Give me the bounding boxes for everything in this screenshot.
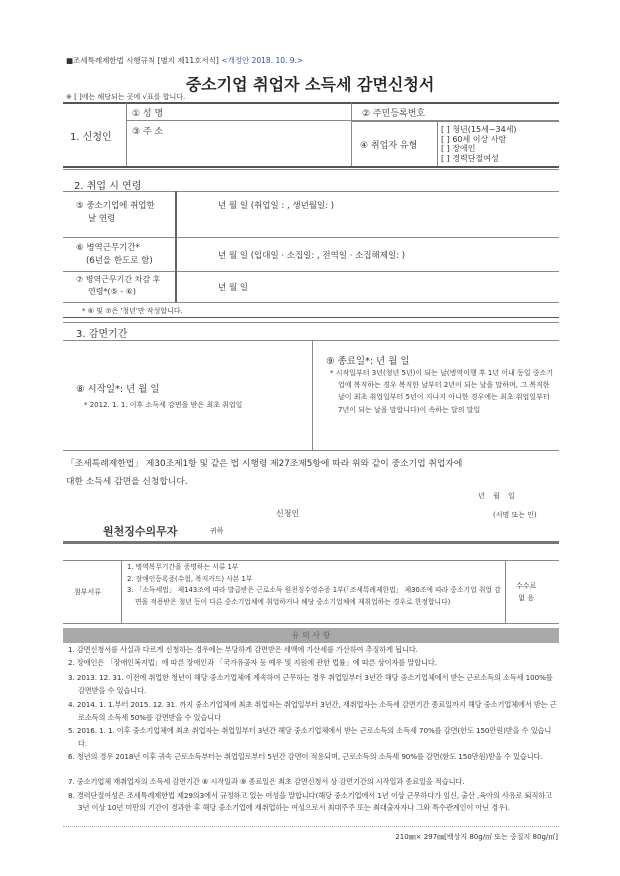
check-note: ※ [ ]에는 해당되는 곳에 √표를 합니다. [66, 93, 186, 101]
page-title: 중소기업 취업자 소득세 감면신청서 [185, 75, 435, 94]
applicant-label: 신청인 [276, 509, 300, 518]
note-item: 3. 2013. 12. 31. 이전에 취업한 청년이 해당 중소기업체에 계속하여 근무하는 경우 취업일부터 3년간 해당 중소기업체에서 받는 근로소득의 소득세 100%를 감면받을 수 있습니다. [68, 673, 553, 695]
note-item: 7. 중소기업체 재취업자의 소득세 감면기간 ⑧ 시작일과 ⑨ 종료일은 최초 감면신청서 상 감면기간의 시작일과 종료일을 적습니다. [68, 777, 465, 786]
type-checkbox[interactable]: [ ] 60세 이상 사람 [441, 134, 507, 144]
attachments-label: 첨부서류 [74, 588, 102, 596]
period-section-label: 3. 감면기간 [76, 329, 128, 340]
address-field[interactable]: ③ 주 소 [132, 127, 164, 137]
form-reference: ■조세특례제한법 시행규칙 [별지 제11호서식] <개정안 2018. 10. 9.> [66, 56, 304, 65]
applicant-section-label: 1. 신청인 [70, 132, 112, 143]
r7-value[interactable]: 년 월 일 [218, 283, 249, 293]
recipient: 원천징수의무자 [103, 525, 178, 538]
type-checkbox[interactable]: [ ] 경력단절여성 [441, 153, 499, 163]
note-item: 8. 경력단절여성은 조세특례제한법 제29의3에서 규정하고 있는 여성을 말합니다(해당 중소기업에서 1년 이상 근무하다가 임신, 출산 ,육아의 사유로 퇴직하고 3년 이상 10년 미만의 기간이 경과한 후 해당 중소기업에 재취업하는 여성으로서 최대주주 또는 최대출자자나 그와 특수관계인이 아닌 경우). [68, 791, 553, 812]
note-item: 2. 장애인은 「장애인복지법」에 따른 장애인과 「국가유공자 등 예우 및 지원에 관한 법률」에 따른 상이자를 말합니다. [68, 658, 437, 667]
r6-label: ⑥ 병역근무기간* (6년을 한도로 함) [76, 243, 153, 266]
declaration-line2: 대한 소득세 감면을 신청합니다. [66, 477, 188, 487]
note-item: 5. 2016. 1. 1. 이후 중소기업체에 최초 취업자는 취업일부터 3년간 해당 중소기업체에서 받는 근로소득의 소득세 70%를 감면(한도 150만원)받을 수 있습니다. [68, 726, 552, 748]
note-item: 4. 2014. 1. 1.부터 2015. 12. 31. 까지 중소기업체에 최초 취업자는 취업일부터 3년간, 재취업자는 소득세 감면기간 종료일까지 해당 중소기업체에서 받는 근로소득의 소득세 50%를 감면받을 수 있습니다 [68, 700, 557, 722]
honorific: 귀하 [210, 527, 224, 535]
r5-value[interactable]: 년 월 일 (취업일 : , 생년월일: ) [218, 201, 335, 211]
signature-field[interactable]: (서명 또는 인) [493, 511, 537, 519]
start-note: * 2012. 1. 1. 이후 소득세 감면을 받은 최초 취업일 [84, 401, 243, 409]
application-date[interactable]: 년 월 일 [478, 492, 515, 500]
end-date-field[interactable]: ⑨ 종료일*: 년 월 일 [326, 356, 410, 367]
employee-type-options[interactable] [441, 125, 517, 163]
age-note: * ⑥ 및 ⑦은 '청년'만 작성합니다. [82, 307, 183, 315]
r5-label: ⑤ 중소기업에 취업한 날 연령 [76, 201, 155, 224]
attachment-item: 2. 장애인등록증(수첩, 복지카드) 사본 1부 [127, 574, 253, 583]
start-date-field[interactable]: ⑧ 시작일*: 년 월 일 [76, 384, 160, 395]
attachment-item: 1. 병역복무기간을 증명하는 서류 1부 [127, 563, 239, 571]
paper-spec: 210㎜× 297㎜[백상지 80g/㎡ 또는 중질지 80g/㎡] [395, 833, 558, 841]
r6-value[interactable]: 년 월 일 (입대일 · 소집일: , 전역일 · 소집해제일: ) [218, 251, 406, 261]
end-note: * 시작일부터 3년(청년 5년)이 되는 날(병역이행 후 1년 이내 동일 중소기업에 복직하는 경우 복직한 날부터 2년이 되는 날을 말하며, 그 복직한 날이 최초 취업일부터 5년이 지나지 아니한 경우에는 최초 취업일부터 7년이 되는 날을 말합니다)이 속하는 달의 말일 [330, 369, 554, 414]
r7-label: ⑦ 병역근무기간 차감 후 연령*(⑤ - ⑥) [76, 275, 161, 296]
name-field[interactable]: ① 성 명 [132, 109, 164, 119]
attachments-list [127, 562, 501, 608]
attachment-item: 3. 「소득세법」 제143조에 따라 발급받은 근로소득 원천징수영수증 1부(「조세특례제한법」 제30조에 따라 중소기업 취업 감면을 적용받은 청년 등이 다른 중소기업체에 취업하거나 해당 중소기업체에 재취업하는 경우로 한정합니다) [127, 586, 501, 606]
note-item: 6. 청년의 경우 2018년 이후 귀속 근로소득부터는 취업일로부터 5년간 감면이 적용되며, 근로소득의 소득세 90%를 감면(한도 150만원)받을 수 있습니다. [68, 752, 543, 761]
fee: 수수료 없 음 [516, 582, 537, 602]
notes-header: 유 의 사 항 [63, 628, 559, 643]
rrn-field[interactable]: ② 주민등록번호 [362, 109, 426, 119]
declaration-line1: 「조세특례제한법」 제30조제1항 및 같은 법 시행령 제27조제5항에 따라 위와 같이 중소기업 취업자에 [66, 459, 463, 469]
type-checkbox[interactable]: [ ] 장애인 [441, 144, 476, 153]
note-item: 1. 감면신청서를 사실과 다르게 신청하는 경우에는 부당하게 감면받은 세액에 가산세를 가산하여 추징하게 됩니다. [68, 645, 418, 654]
employee-type-label: ④ 취업자 유형 [360, 141, 418, 151]
type-checkbox[interactable]: [ ] 청년(15세~34세) [441, 125, 517, 134]
age-section-label: 2. 취업 시 연령 [74, 181, 142, 192]
